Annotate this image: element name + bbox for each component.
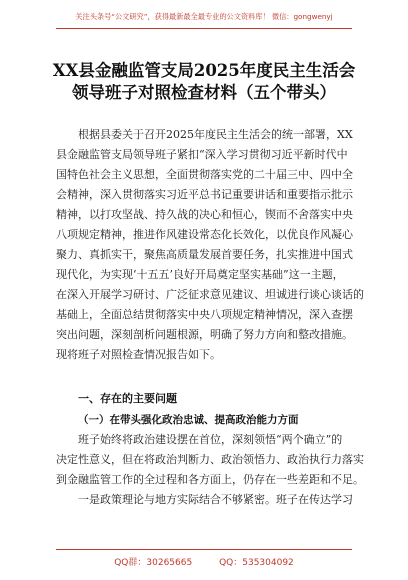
paragraph-line: 基础上，全面总结贯彻落实中央八项规定精神情况，深入查摆	[56, 308, 353, 321]
paragraph-line: 班子始终将政治建设摆在首位，深刻领悟“两个确立”的	[78, 433, 343, 446]
paragraph-line: 国特色社会主义思想，全面贯彻落实党的二十届三中、四中全	[56, 168, 353, 181]
paragraph-line: 到金融监管工作的全过程和各方面上，仍存在一些差距和不足。	[56, 473, 364, 486]
paragraph-line: 在深入开展学习研讨、广泛征求意见建议、坦诚进行谈心谈话的	[56, 288, 364, 301]
title-line-1: XX县金融监管支局2025年度民主生活会	[52, 61, 356, 80]
paragraph-line: 根据县委关于召开2025年度民主生活会的统一部署，XX	[78, 128, 353, 141]
paragraph-line: 突出问题，深刻剖析问题根源，明确了努力方向和整改措施。	[56, 328, 353, 341]
header-divider	[56, 28, 352, 29]
section-heading: 一、存在的主要问题	[78, 392, 177, 405]
paragraph-line: 一是政策理论与地方实际结合不够紧密。班子在传达学习	[78, 493, 353, 506]
paragraph-line: 会精神，深入贯彻落实习近平总书记重要讲话和重要指示批示	[56, 188, 353, 201]
intro-paragraph	[56, 125, 364, 365]
paragraph-line: 决定性意义，但在将政治判断力、政治领悟力、政治执行力落实	[56, 453, 364, 466]
paragraph-line: 现将班子对照检查情况报告如下。	[56, 348, 221, 361]
document-title	[40, 60, 368, 104]
title-line-2: 领导班子对照检查材料（五个带头）	[72, 83, 336, 102]
subsection-heading: （一）在带头强化政治忠诚、提高政治能力方面	[78, 414, 299, 426]
footer-qq-group: QQ群：30265665	[114, 558, 193, 568]
footer-qq: QQ：535304092	[219, 558, 294, 568]
paragraph-line: 现代化，为实现‘十五五’良好开局奠定坚实基础”这一主题，	[56, 268, 344, 281]
footer-divider	[56, 549, 352, 550]
paragraph-line: 县金融监管支局领导班子紧扣“深入学习贯彻习近平新时代中	[56, 148, 348, 161]
subsection-paragraph	[56, 430, 364, 510]
paragraph-line: 八项规定精神，推进作风建设常态化长效化，以优良作风凝心	[56, 228, 353, 241]
footer-note	[0, 555, 408, 568]
header-note: 关注头条号“公文研究”，获得最新最全最专业的公文资料库！ 微信：gongwenyj	[75, 12, 333, 21]
paragraph-line: 聚力、真抓实干，聚焦高质量发展首要任务，扎实推进中国式	[56, 248, 353, 261]
paragraph-line: 精神，以打攻坚战、持久战的决心和恒心，锲而不舍落实中央	[56, 208, 353, 221]
